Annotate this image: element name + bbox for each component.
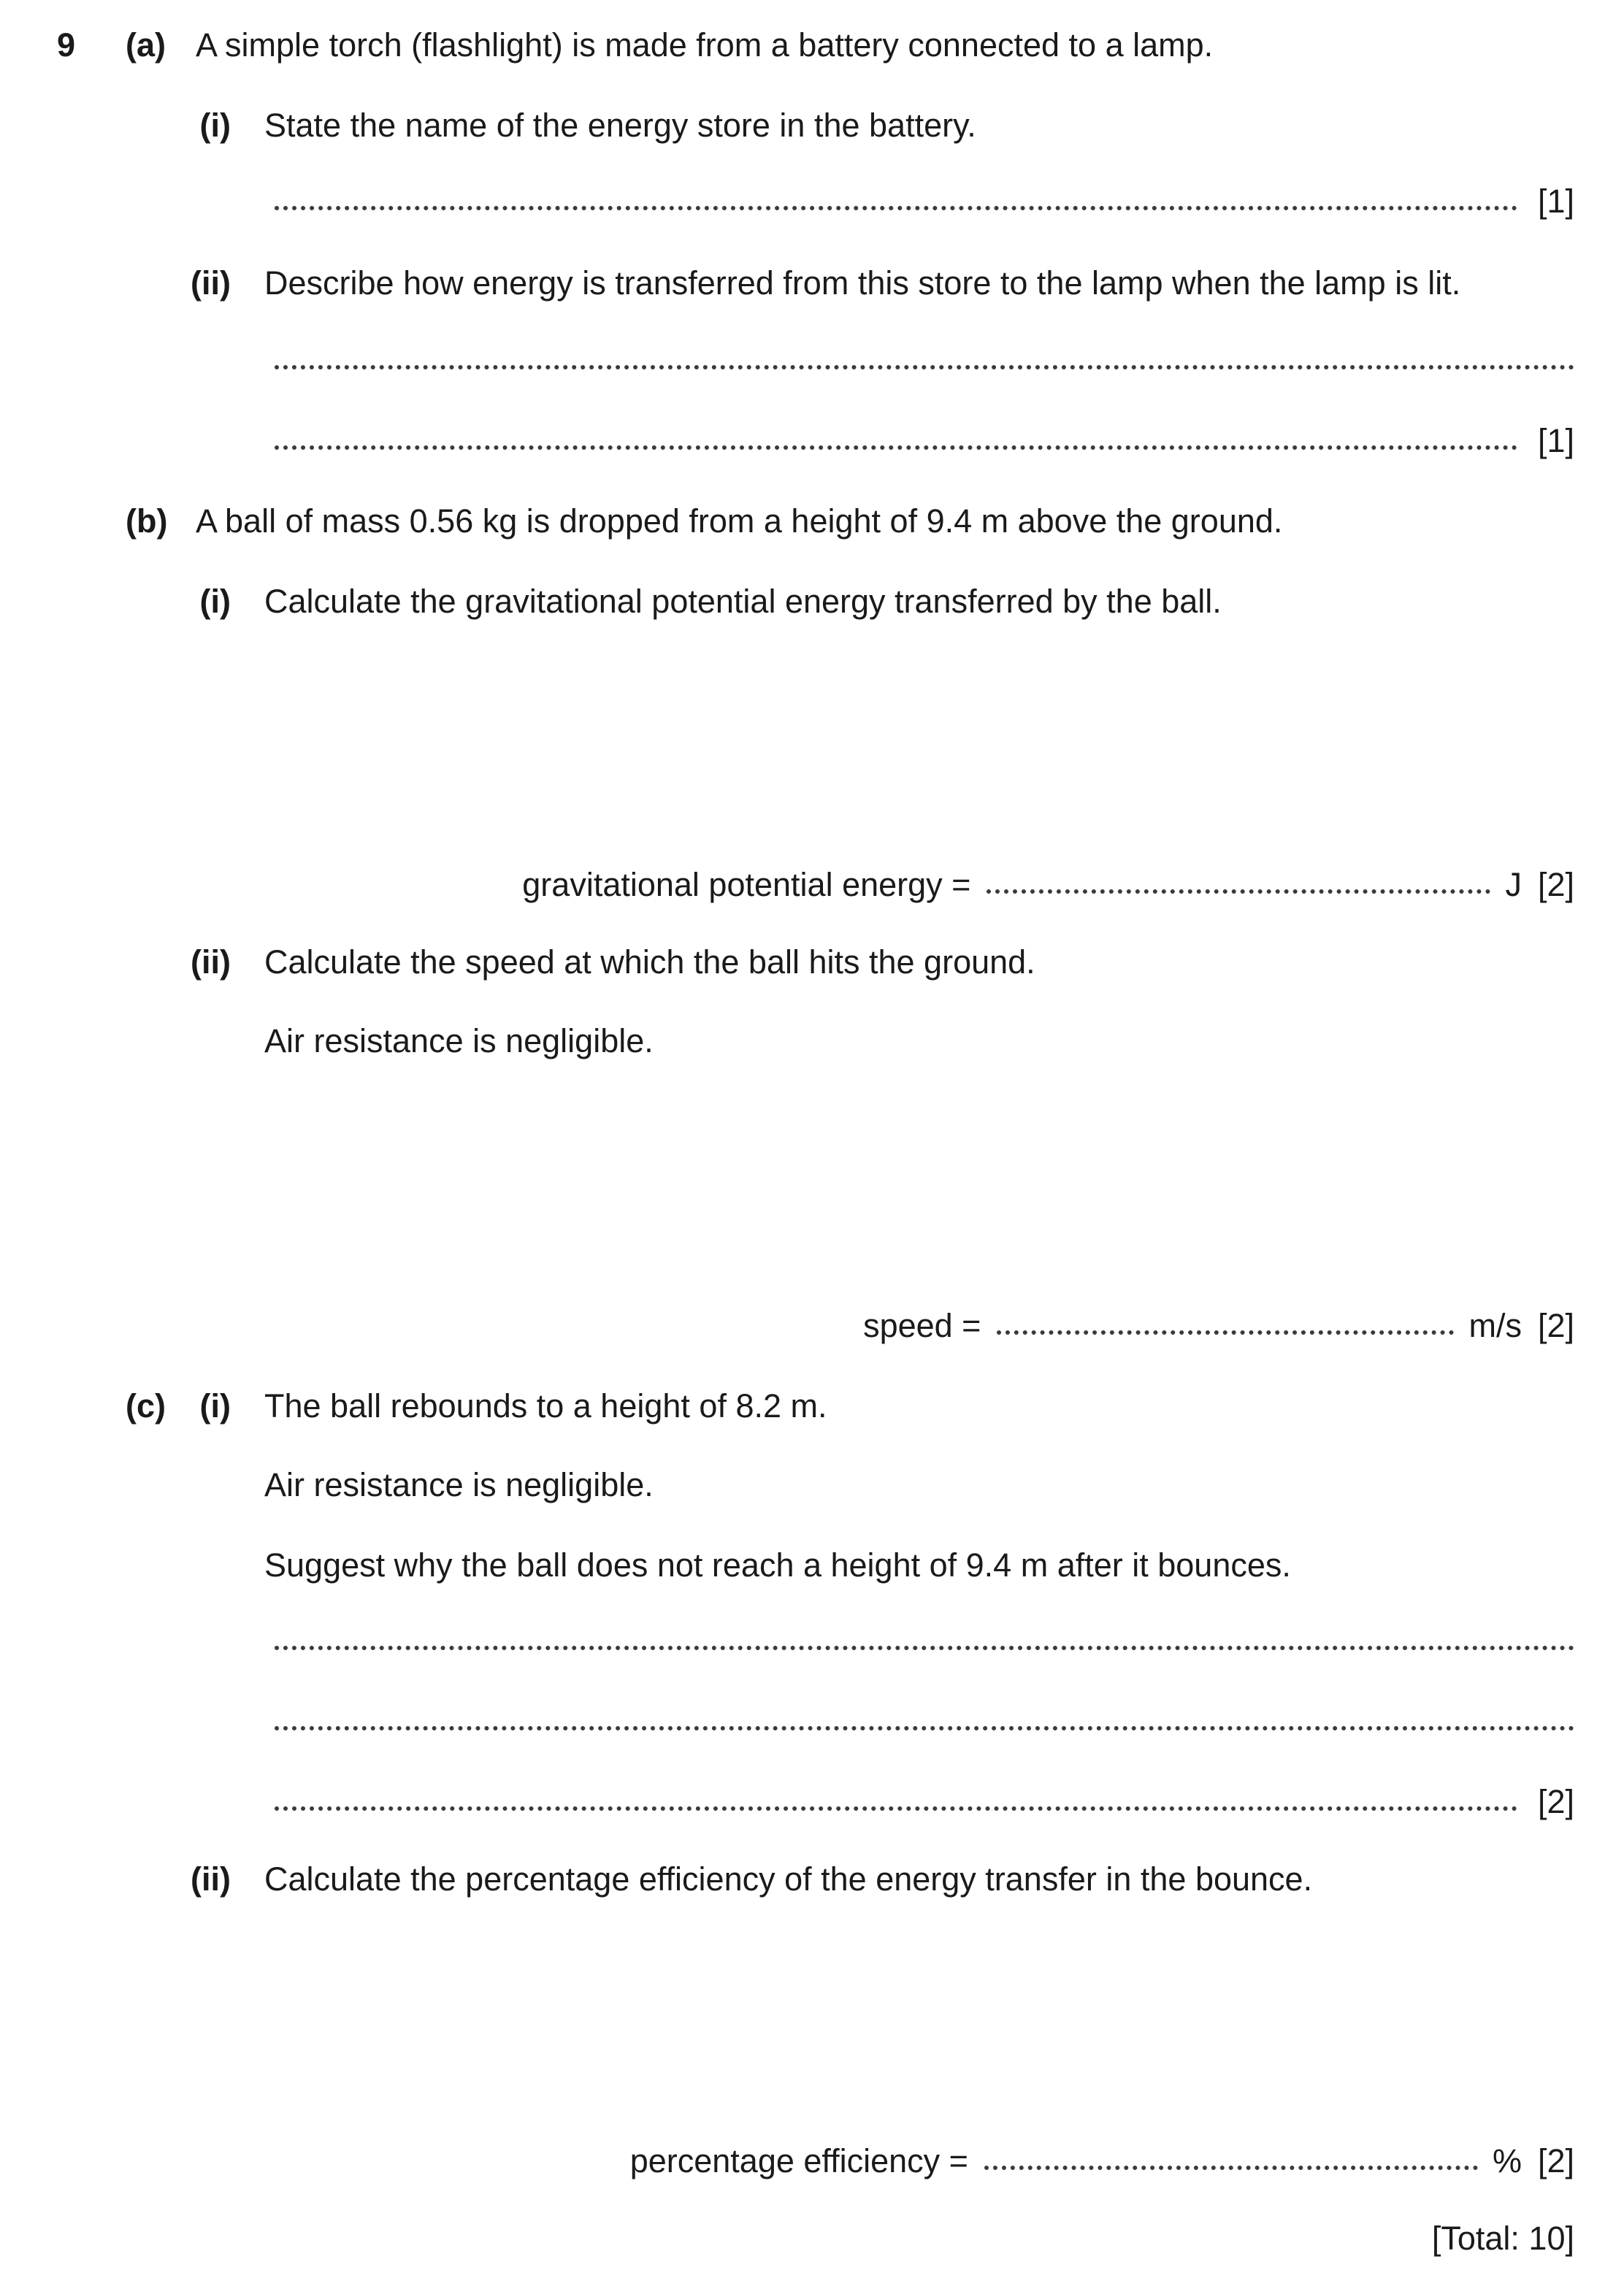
part-a-i-label: (i)	[199, 107, 231, 144]
part-a-ii-label: (ii)	[191, 264, 231, 302]
answer-line-b-i	[987, 889, 1490, 894]
marks-b-ii: [2]	[1537, 1307, 1574, 1345]
part-c-i-question: Suggest why the ball does not reach a height of 9.4 m after it bounces.	[264, 1546, 1291, 1584]
part-a-i-text: State the name of the energy store in the battery.	[264, 107, 976, 144]
answer-label-b-ii: speed =	[863, 1307, 981, 1345]
answer-line-c-i-1[interactable]	[275, 1619, 1574, 1660]
part-b-i-label: (i)	[199, 583, 231, 620]
marks-c-ii: [2]	[1537, 2142, 1574, 2180]
answer-line-a-ii-1[interactable]	[275, 339, 1574, 380]
part-b-stem: A ball of mass 0.56 kg is dropped from a height of 9.4 m above the ground.	[196, 502, 1283, 540]
part-c-ii-text: Calculate the percentage efficiency of the energy transfer in the bounce.	[264, 1860, 1313, 1898]
unit-c-ii: %	[1492, 2142, 1522, 2180]
part-c-i-note: Air resistance is negligible.	[264, 1466, 654, 1503]
part-b-i-text: Calculate the gravitational potential energy transferred by the ball.	[264, 583, 1222, 620]
part-b-label: (b)	[126, 502, 168, 540]
marks-c-i: [2]	[1537, 1783, 1574, 1821]
answer-line-c-ii	[984, 2166, 1478, 2170]
part-c-ii-label: (ii)	[191, 1860, 231, 1898]
answer-label-c-ii: percentage efficiency =	[629, 2142, 968, 2180]
answer-line-c-i-3[interactable]	[275, 1780, 1574, 1821]
answer-line-c-i-2[interactable]	[275, 1700, 1574, 1741]
part-b-ii-label: (ii)	[191, 943, 231, 981]
marks-b-i: [2]	[1537, 866, 1574, 904]
part-b-ii-text: Calculate the speed at which the ball hits the ground.	[264, 943, 1035, 981]
marks-a-i: [1]	[1537, 183, 1574, 221]
answer-c-ii[interactable]	[630, 2139, 1574, 2180]
part-c-i-text: The ball rebounds to a height of 8.2 m.	[264, 1387, 827, 1425]
answer-line-b-ii	[997, 1330, 1454, 1335]
part-a-stem: A simple torch (flashlight) is made from a battery connected to a lamp.	[196, 26, 1214, 64]
part-c-label: (c)	[126, 1387, 166, 1425]
answer-b-i[interactable]	[522, 863, 1574, 904]
answer-line-a-i[interactable]	[275, 180, 1574, 221]
answer-line-a-ii-2[interactable]	[275, 419, 1574, 460]
answer-label-b-i: gravitational potential energy =	[522, 866, 971, 904]
part-a-ii-text: Describe how energy is transferred from this store to the lamp when the lamp is lit.	[264, 264, 1461, 302]
part-a-label: (a)	[126, 26, 166, 64]
part-c-i-label: (i)	[199, 1387, 231, 1425]
marks-a-ii: [1]	[1537, 422, 1574, 460]
part-b-ii-note: Air resistance is negligible.	[264, 1022, 654, 1059]
total-marks: [Total: 10]	[1431, 2220, 1574, 2257]
answer-b-ii[interactable]	[863, 1304, 1574, 1345]
unit-b-i: J	[1505, 866, 1522, 904]
question-number: 9	[57, 26, 76, 64]
unit-b-ii: m/s	[1468, 1307, 1522, 1345]
